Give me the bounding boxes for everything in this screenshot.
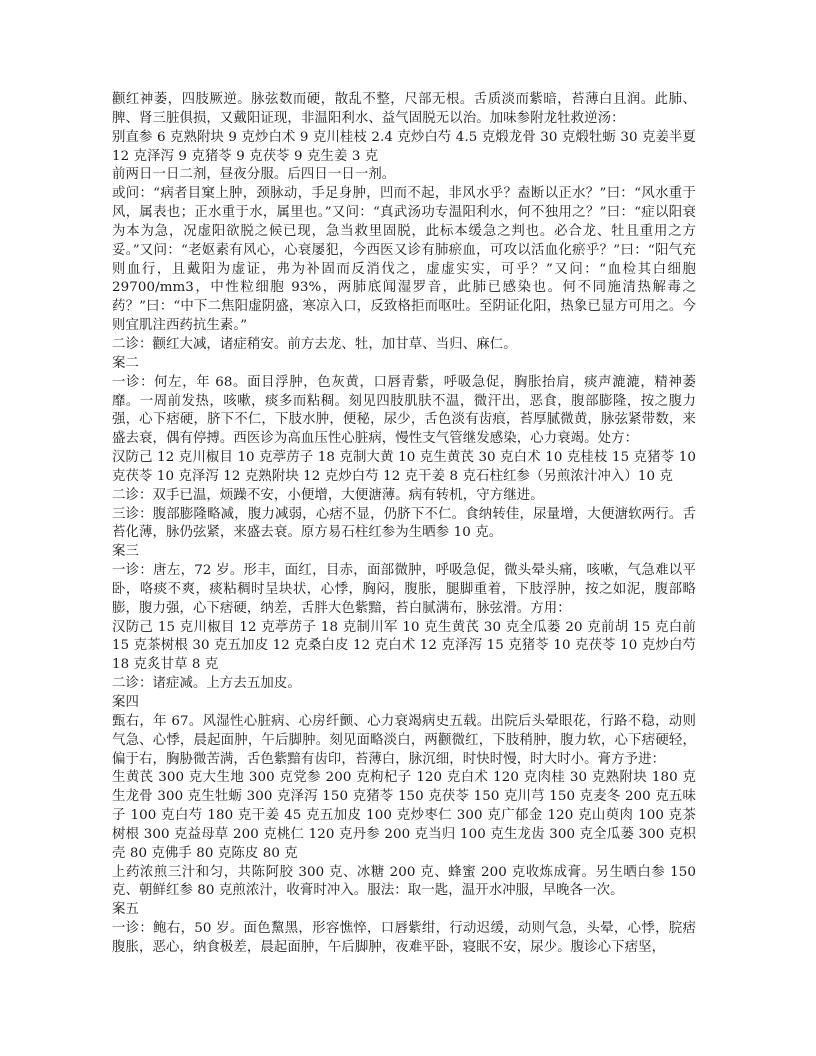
case3-second-visit: 二诊：诸症减。上方去五加皮。: [112, 676, 301, 692]
case1-prescription: 别直参 6 克熟附块 9 克炒白术 9 克川桂枝 2.4 克炒白芍 4.5 克煅龙骨 30 克煅牡蛎 30 克姜半夏 12 克泽泻 9 克猪苓 9 克茯苓 9 克生姜 3 克: [112, 129, 696, 164]
case4-heading: 案四: [112, 695, 139, 710]
case5-heading: 案五: [112, 902, 139, 918]
case1-dosage-instructions: 前两日一日二剂，昼夜分服。后四日一日一剂。: [112, 167, 396, 183]
case4-paste-formula: 生黄芪 300 克大生地 300 克党参 200 克枸杞子 120 克白术 120 克肉桂 30 克熟附块 180 克生龙骨 300 克生牡蛎 300 克泽泻 150 克猪苓 150 克茯苓 150 克川芎 150 克麦冬 200 克五味子 100 克白芍 180 克干姜 45 克五加皮 100 克炒枣仁 300 克广郁金 120 克山萸肉 100 克茶树根 300 克益母草 200 克桃仁 120 克丹参 200 克当归 100 克生龙齿 300 克全瓜蒌 300 克枳壳 80 克佛手 80 克陈皮 80 克: [112, 770, 696, 861]
case1-second-visit: 二诊：颧红大减，诸症稍安。前方去龙、牡，加甘草、当归、麻仁。: [112, 336, 517, 352]
case2-heading: 案二: [112, 355, 139, 371]
case3-prescription: 汉防己 15 克川椒目 12 克葶苈子 18 克制川军 10 克生黄芪 30 克全瓜蒌 20 克前胡 15 克白前 15 克茶树根 30 克五加皮 12 克桑白皮 12 克白术 12 克泽泻 15 克猪苓 10 克茯苓 10 克炒白芍 18 克炙甘草 8 克: [112, 619, 696, 673]
case2-third-visit: 三诊：腹部膨隆略减，腹力减弱，心痞不显，仍脐下不仁。食纳转佳，尿量增，大便溏软两行。舌苔化薄，脉仍弦紧，来盛去衰。原方易石柱红参为生晒参 10 克。: [112, 506, 696, 541]
case2-prescription: 汉防己 12 克川椒目 10 克葶苈子 18 克制大黄 10 克生黄芪 30 克白术 10 克桂枝 15 克猪苓 10 克茯苓 10 克泽泻 12 克熟附块 12 克炒白芍 12 克干姜 8 克石柱红参（另煎浓汁冲入）10 克: [112, 450, 696, 484]
case1-symptoms-paragraph: 颧红神萎，四肢厥逆。脉弦数而硬，散乱不整，尺部无根。舌质淡而紫暗，苔薄白且润。此肺、脾、肾三脏俱损，又戴阳证现，非温阳利水、益气固脱无以治。加味参附龙牡救逆汤：: [112, 92, 696, 126]
case4-history: 甄右，年 67。风湿性心脏病、心房纤颤、心力衰竭病史五载。出院后头晕眼花，行路不稳，动则气急、心悸，晨起面肿，午后脚肿。刻见面略淡白，两颧微红，下肢稍肿，腹力软，心下痞硬轻，偏于右，胸胁微苦满，舌色紫黯有齿印，苔薄白，脉沉细，时快时慢，时大时小。膏方予进：: [112, 713, 696, 767]
document-page: [112, 91, 696, 958]
case2-second-visit: 二诊：双手已温，烦躁不安，小便增，大便溏薄。病有转机，守方继进。: [112, 487, 544, 503]
case3-first-visit: 一诊：唐左，72 岁。形丰，面红，目赤，面部微肿，呼吸急促，微头晕头痛，咳嗽，气急难以平卧，咯痰不爽，痰粘稠时呈块状，心悸，胸闷，腹胀，腿脚重着，下肢浮肿，按之如泥，腹部略膨，腹力强，心下痞硬，纳差，舌胖大色紫黯，苔白腻满布，脉弦滑。方用：: [112, 563, 696, 616]
case5-first-visit: 一诊：鲍右，50 岁。面色黧黑，形容憔悴，口唇紫绀，行动迟缓，动则气急，头晕，心悸，脘痞腹胀，恶心，纳食极差，晨起面肿，午后脚肿，夜难平卧，寝眠不安，尿少。腹诊心下痞坚，: [112, 921, 696, 955]
case1-dialogue: 或问：“病者目窠上肿，颈脉动，手足身肿，凹而不起，非风水乎？盍断以正水？”曰：“风水重于风，属表也；正水重于水，属里也。”又问：“真武汤功专温阳利水，何不独用之？”曰：“症以阳衰为本为急，况虚阳欲脱之候已现，急当救里固脱，此标本缓急之判也。必合龙、牡且重用之方妥。”又问：“老妪素有风心，心衰屡犯，今西医又诊有肺瘀血，可攻以活血化瘀乎？”曰：“阳气充则血行，且戴阳为虚证，弗为补固而反消伐之，虚虚实实，可乎？”又问：“血检其白细胞 29700/mm3，中性粒细胞 93%，两肺底闻湿罗音，此肺已感染也。何不同施清热解毒之药？”曰：“中下二焦阳虚阴盛，寒凉入口，反致格拒而呕吐。至阴证化阳，热象已显方可用之。今则宜肌注西药抗生素。”: [112, 186, 696, 334]
case3-heading: 案三: [112, 544, 139, 560]
case4-preparation-method: 上药浓煎三汁和匀，共陈阿胶 300 克、冰糖 200 克、蜂蜜 200 克收炼成膏。另生晒白参 150 克、朝鲜红参 80 克煎浓汁，收膏时冲入。服法：取一匙，温开水冲服，早晚各一次。: [112, 864, 696, 899]
case2-first-visit: 一诊：何左，年 68。面目浮肿，色灰黄，口唇青紫，呼吸急促，胸胀抬肩，痰声漉漉，精神萎靡。一周前发热，咳嗽，痰多而粘稠。刻见四肢肌肤不温，微汗出，恶食，腹部膨隆，按之腹力强，心下痞硬，脐下不仁，下肢水肿，便秘，尿少，舌色淡有齿痕，苔厚腻微黄，脉弦紧带数，来盛去衰，偶有停搏。西医诊为高血压性心脏病，慢性支气管继发感染，心力衰竭。处方：: [112, 374, 696, 447]
